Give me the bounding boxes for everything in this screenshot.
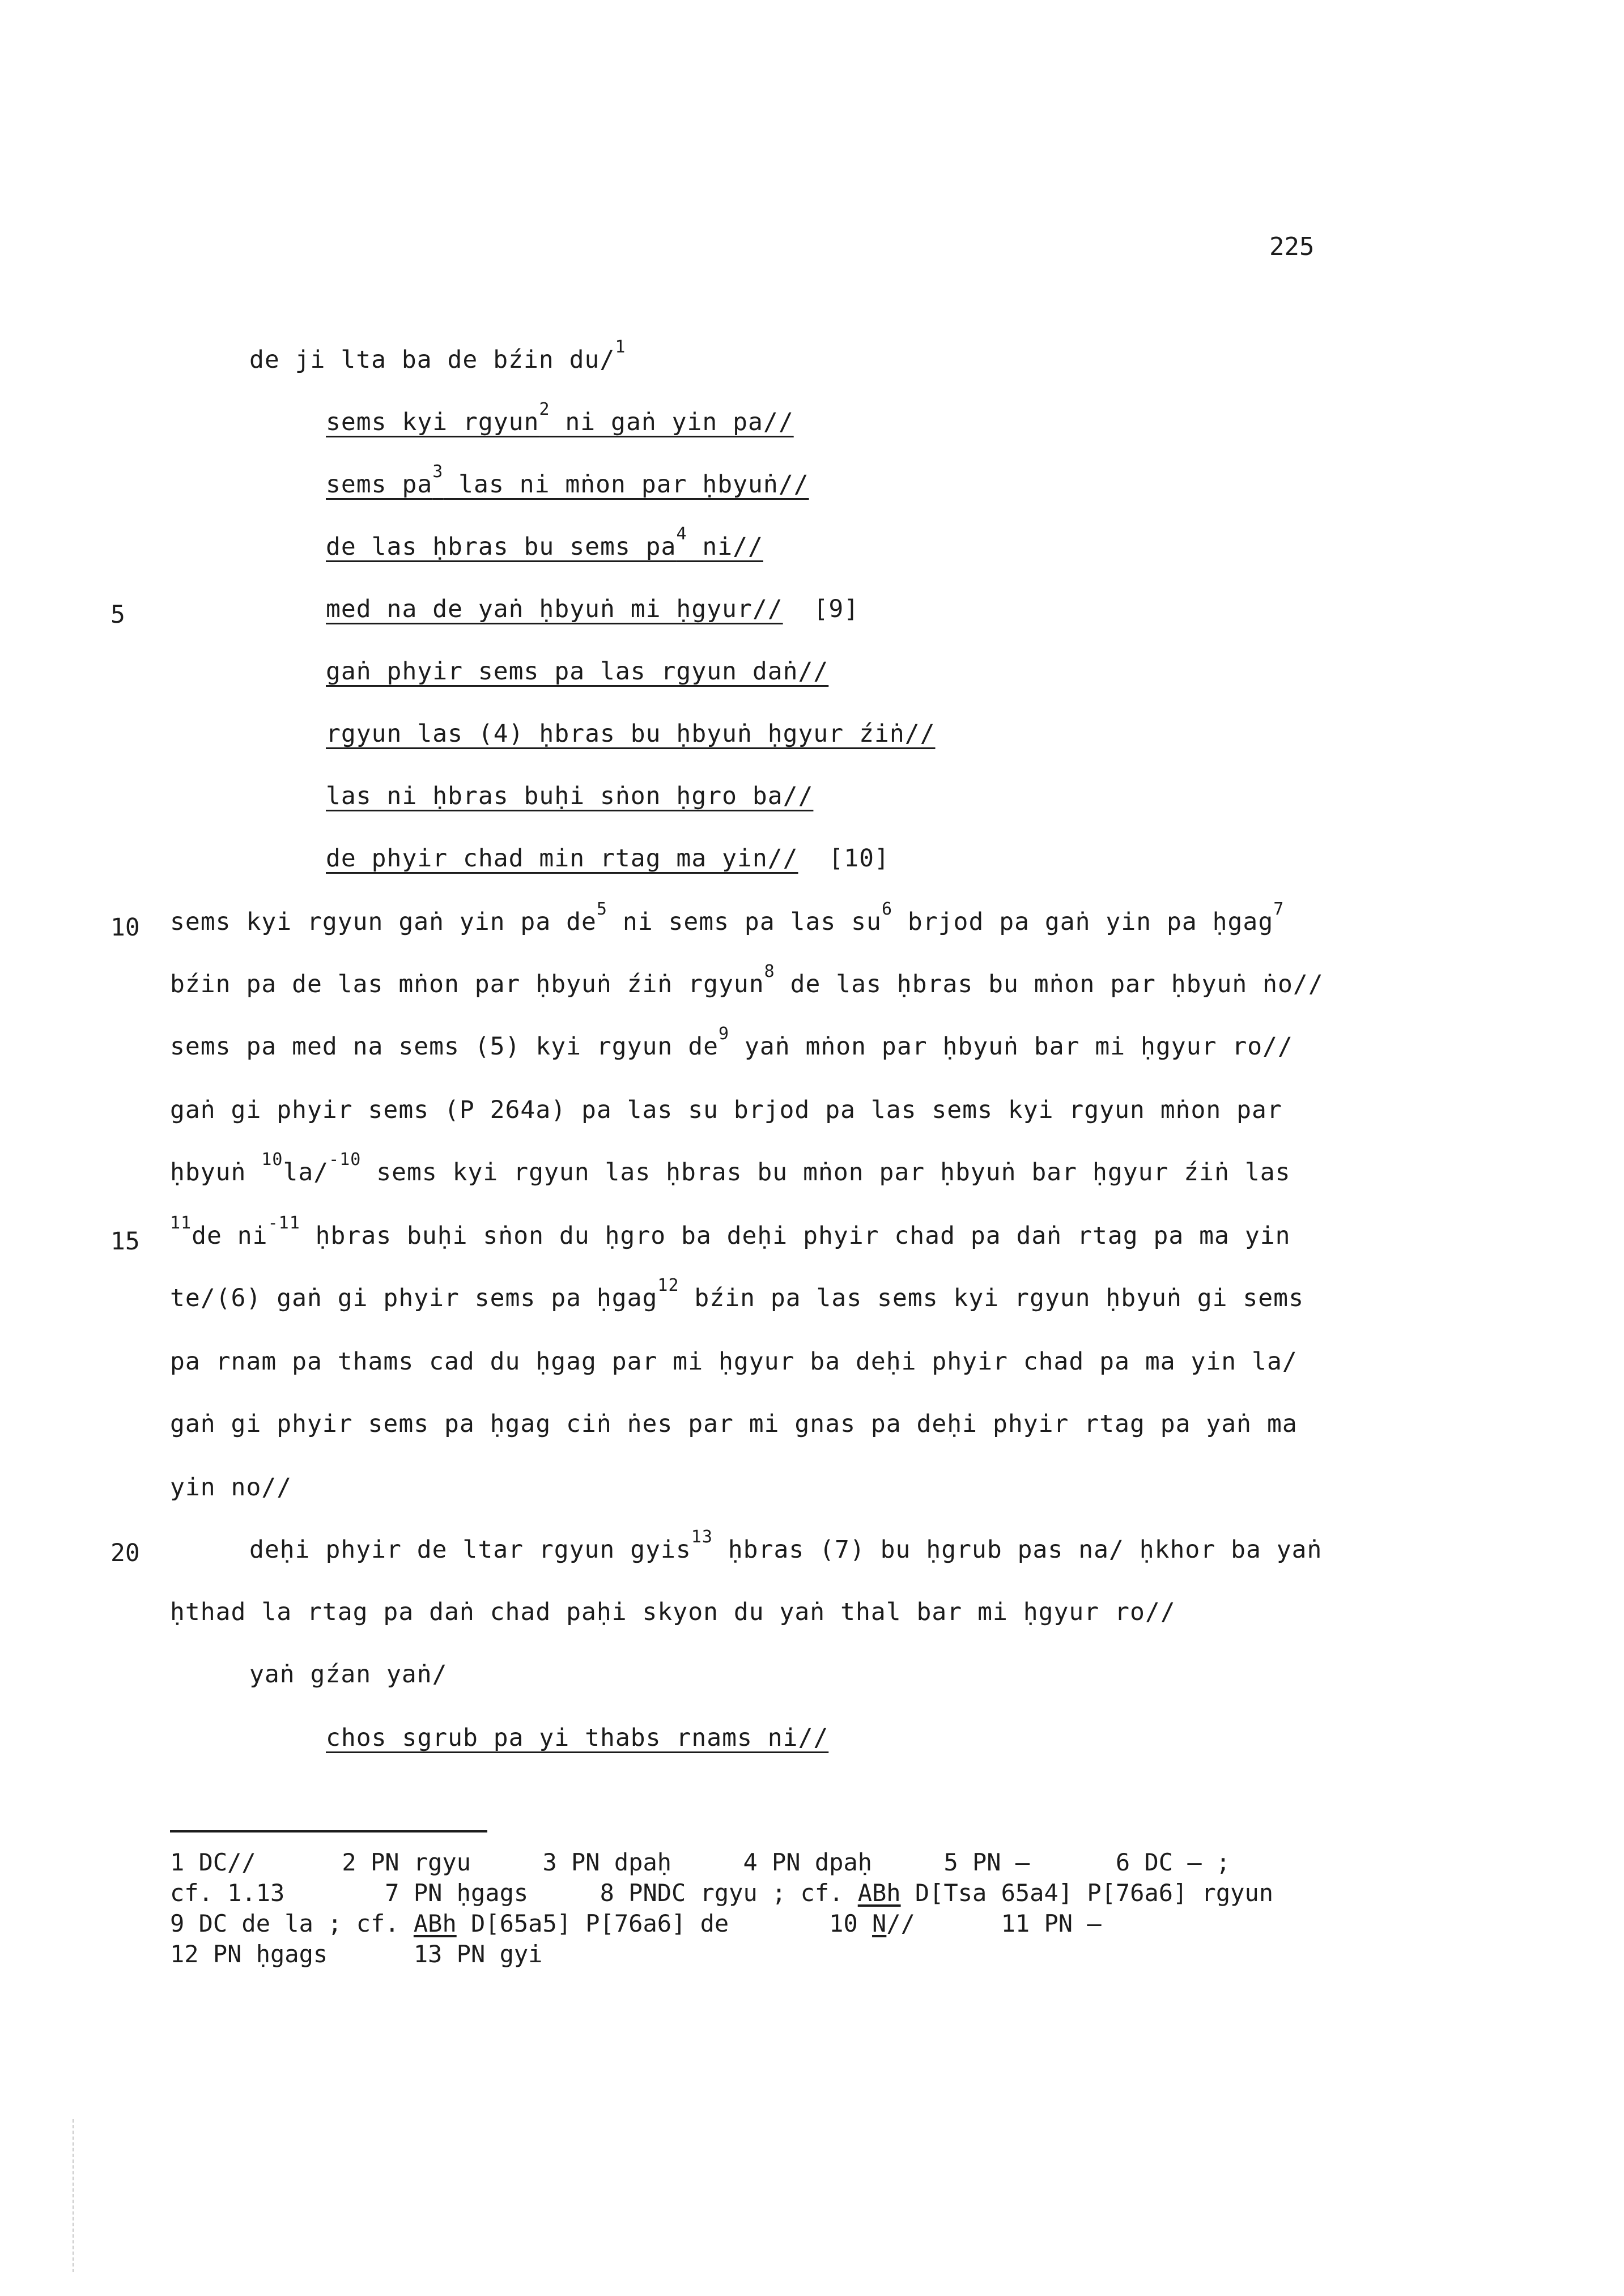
line-text: deḥi phyir de ltar rgyun gyis$^{13}$ ḥbras (7) bu ḥgrub pas na/ ḥkhor ba yaṅ <box>249 1527 1323 1564</box>
prose-line <box>249 337 626 374</box>
scan-edge-mark <box>73 2119 75 2272</box>
prose-line <box>170 1598 1176 1626</box>
prose-line <box>170 899 1285 936</box>
line-text: yin no// <box>170 1473 292 1502</box>
line-number-10: 10 <box>110 913 140 942</box>
line-text: sems kyi rgyun$^2$ ni gaṅ yin pa// <box>326 399 794 436</box>
verse-line <box>326 657 828 686</box>
prose-line <box>249 1660 448 1689</box>
line-text: gaṅ gi phyir sems (P 264a) pa las su brjod pa las sems kyi rgyun mṅon par <box>170 1096 1282 1124</box>
verse-line <box>326 595 859 623</box>
footnote-rule <box>170 1830 487 1832</box>
line-number-5: 5 <box>110 601 125 629</box>
footnote-line: 1 DC// 2 PN rgyu 3 PN dpaḥ 4 PN dpaḥ 5 PN — 6 DC — ; <box>170 1848 1231 1876</box>
verse-line <box>326 782 813 810</box>
line-text: de ji lta ba de bźin du/$^1$ <box>249 337 626 374</box>
line-text: de phyir chad min rtag ma yin// <box>326 844 798 873</box>
line-text: yaṅ gźan yaṅ/ <box>249 1660 448 1689</box>
verse-number: [10] <box>798 844 890 873</box>
line-text: bźin pa de las mṅon par ḥbyuṅ źiṅ rgyun$^8$ de las ḥbras bu mṅon par ḥbyuṅ ṅo// <box>170 962 1324 998</box>
line-text: sems pa med na sems (5) kyi rgyun $de^9$ yaṅ mṅon par ḥbyuṅ bar mi ḥgyur ro// <box>170 1024 1293 1061</box>
line-text: rgyun las (4) ḥbras bu ḥbyuṅ ḥgyur źiṅ// <box>326 720 936 748</box>
prose-line <box>249 1527 1323 1564</box>
line-text: chos sgrub pa yi thabs rnams ni// <box>326 1724 829 1752</box>
prose-line <box>170 1096 1282 1124</box>
prose-line <box>170 1213 1291 1250</box>
prose-line <box>170 1150 1291 1187</box>
prose-line <box>170 1275 1304 1312</box>
verse-line <box>326 1724 828 1752</box>
line-text: sems $pa^3$ las ni mṅon par ḥbyuṅ// <box>326 462 809 499</box>
line-text: sems kyi rgyun gaṅ yin pa $de^5$ ni sems pa las $su^6$ brjod pa gaṅ yin pa ḥgag$^7$ <box>170 899 1285 936</box>
verse-line <box>326 720 936 748</box>
line-text: las ni ḥbras buḥi sṅon ḥgro ba// <box>326 782 814 810</box>
line-text: te/(6) gaṅ gi phyir sems pa ḥgag$^{12}$ bźin pa las sems kyi rgyun ḥbyuṅ gi sems <box>170 1275 1304 1312</box>
footnote-line: cf. 1.13 7 PN ḥgags 8 PNDC rgyu ; cf. ABh D[Tsa 65a4] P[76a6] rgyun <box>170 1879 1274 1907</box>
line-text: gaṅ phyir sems pa las rgyun daṅ// <box>326 657 829 686</box>
prose-line <box>170 1410 1298 1438</box>
verse-line <box>326 462 809 499</box>
prose-line <box>170 1473 292 1502</box>
line-text: med na de yaṅ ḥbyuṅ mi ḥgyur// <box>326 595 783 623</box>
verse-line <box>326 399 794 436</box>
verse-line <box>326 844 890 873</box>
verse-line <box>326 524 763 561</box>
footnote-line: 9 DC de la ; cf. ABh D[65a5] P[76a6] de 10 N// 11 PN — <box>170 1910 1102 1937</box>
line-number-20: 20 <box>110 1539 140 1567</box>
prose-line <box>170 1347 1298 1376</box>
line-text: gaṅ gi phyir sems pa ḥgag ciṅ ṅes par mi gnas pa deḥi phyir rtag pa yaṅ ma <box>170 1410 1298 1438</box>
line-text: de las ḥbras bu sems $pa^4$ ni// <box>326 524 763 561</box>
line-text: ḥthad la rtag pa daṅ chad paḥi skyon du yaṅ thal bar mi ḥgyur ro// <box>170 1598 1176 1626</box>
line-text: $^{11}$de $ni^{-11}$ ḥbras buḥi sṅon du ḥgro ba deḥi phyir chad pa daṅ rtag pa ma yin <box>170 1213 1291 1250</box>
prose-line <box>170 1024 1293 1061</box>
line-text: ḥbyuṅ $^{10}$la/$^{-10}$ sems kyi rgyun las ḥbras bu mṅon par ḥbyuṅ bar ḥgyur źiṅ las <box>170 1150 1291 1187</box>
line-number-15: 15 <box>110 1227 140 1256</box>
footnote-line: 12 PN ḥgags 13 PN gyi <box>170 1940 543 1968</box>
line-text: pa rnam pa thams cad du ḥgag par mi ḥgyur ba deḥi phyir chad pa ma yin la/ <box>170 1347 1298 1376</box>
verse-number: [9] <box>783 595 860 623</box>
prose-line <box>170 962 1324 998</box>
page-number: 225 <box>1269 232 1315 261</box>
